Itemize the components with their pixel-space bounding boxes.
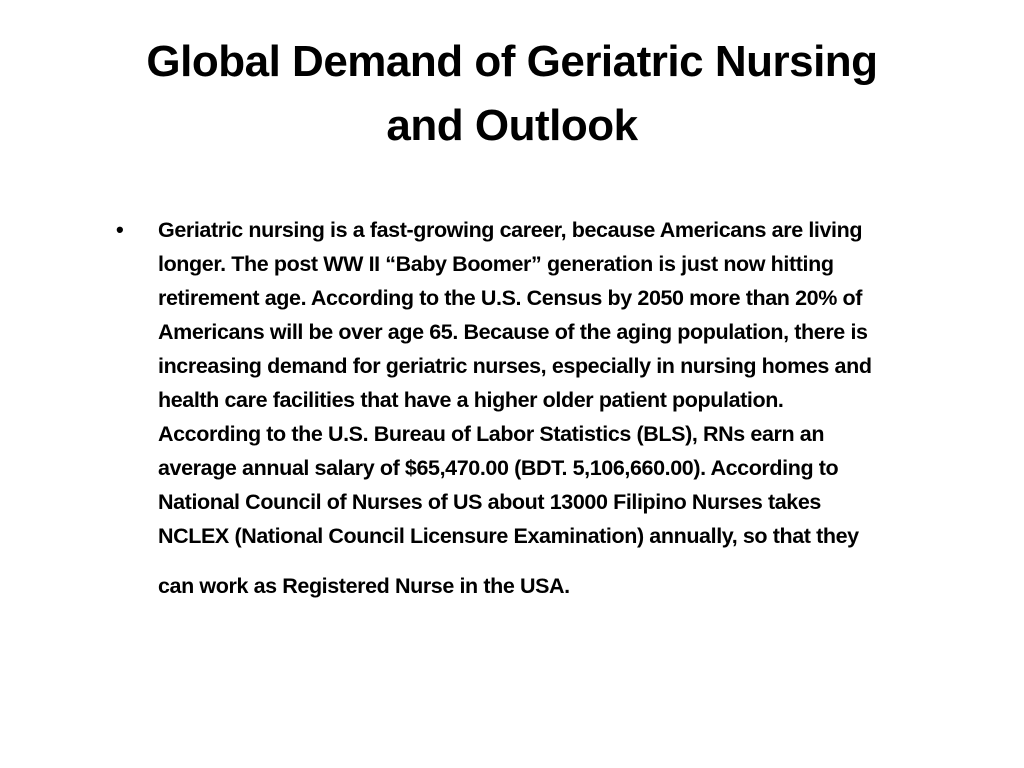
body-line: Americans will be over age 65. Because of the aging population, there is xyxy=(158,320,868,344)
body-line: Geriatric nursing is a fast-growing career, because Americans are living xyxy=(158,218,863,242)
bullet-item xyxy=(112,213,1012,603)
body-line: average annual salary of $65,470.00 (BDT. 5,106,660.00). According to xyxy=(158,456,839,480)
bullet-dot-icon: • xyxy=(116,217,124,242)
body-line: National Council of Nurses of US about 13000 Filipino Nurses takes xyxy=(158,490,821,514)
body-line: longer. The post WW II “Baby Boomer” generation is just now hitting xyxy=(158,252,834,276)
bullet-list xyxy=(112,213,1012,603)
body-line: health care facilities that have a higher older patient population. xyxy=(158,388,784,412)
body-line: According to the U.S. Bureau of Labor Statistics (BLS), RNs earn an xyxy=(158,422,825,446)
slide-title xyxy=(60,30,964,158)
body-line: can work as Registered Nurse in the USA. xyxy=(158,574,570,598)
title-line: Global Demand of Geriatric Nursing xyxy=(146,37,878,86)
body-line: retirement age. According to the U.S. Census by 2050 more than 20% of xyxy=(158,286,862,310)
body-line: NCLEX (National Council Licensure Examination) annually, so that they xyxy=(158,524,859,548)
title-line: and Outlook xyxy=(386,101,638,150)
bullet-text xyxy=(158,213,1012,603)
body-line: increasing demand for geriatric nurses, especially in nursing homes and xyxy=(158,354,872,378)
